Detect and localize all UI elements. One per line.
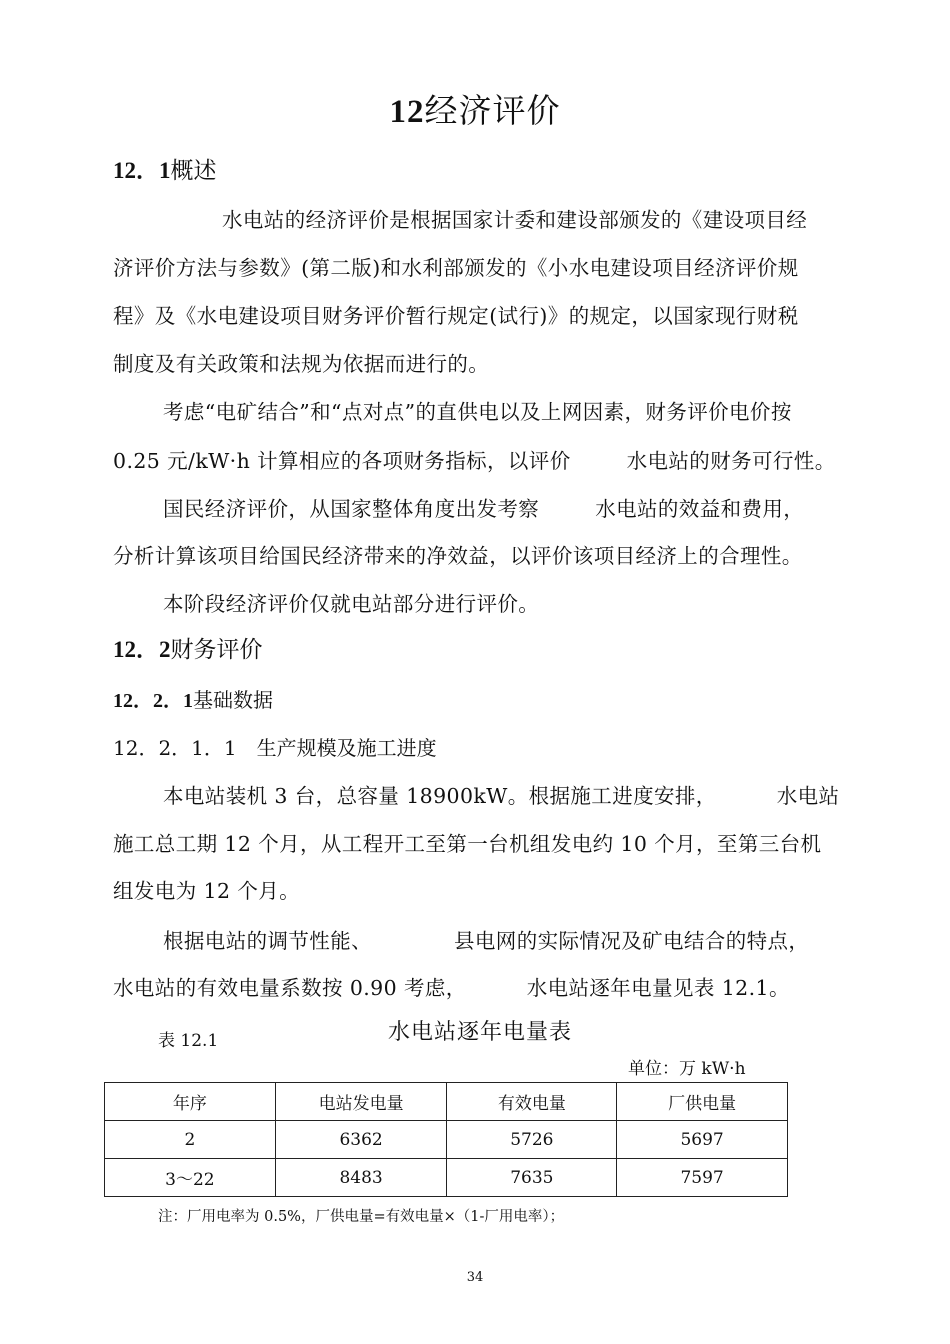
paragraph-line: 分析计算该项目给国民经济带来的净效益，以评价该项目经济上的合理性。: [113, 544, 803, 568]
paragraph-segment: 水电站逐年电量见表 12.1。: [526, 976, 790, 1000]
section-title: 财务评价: [170, 637, 263, 663]
table-cell: 5726: [447, 1121, 617, 1159]
table-header-cell: 年序: [105, 1083, 276, 1121]
paragraph-line: 济评价方法与参数》(第二版)和水利部颁发的《小水电建设项目经济评价规: [113, 256, 799, 280]
chapter-title: [0, 88, 950, 135]
table-cell: 5697: [617, 1121, 788, 1159]
table-cell: 2: [105, 1121, 276, 1159]
table-cell: 7635: [447, 1159, 617, 1197]
table-row: [105, 1159, 788, 1197]
paragraph-line: 制度及有关政策和法规为依据而进行的。: [113, 352, 490, 376]
table-note: 注：厂用电率为 0.5%，厂供电量=有效电量×（1-厂用电率）；: [158, 1209, 565, 1225]
paragraph-segment: 水电站的财务可行性。: [626, 449, 836, 473]
paragraph-line: 程》及《水电建设项目财务评价暂行规定(试行)》的规定，以国家现行财税: [113, 304, 799, 328]
paragraph-segment: 国民经济评价，从国家整体角度出发考察: [163, 497, 540, 521]
paragraph-segment: 本电站装机 3 台，总容量 18900kW。根据施工进度安排，: [163, 784, 717, 808]
page-number: 34: [466, 1270, 484, 1285]
paragraph-line: [113, 973, 790, 1003]
section-heading-12-1: [113, 155, 217, 187]
section-heading-12-2: [113, 634, 263, 666]
paragraph-line: 本阶段经济评价仅就电站部分进行评价。: [163, 592, 540, 616]
section-heading-12-2-1-1: 12．2．1．1 生产规模及施工进度: [113, 736, 437, 760]
paragraph-line: [163, 926, 809, 956]
paragraph-line: [113, 446, 836, 476]
table-cell: 7597: [617, 1159, 788, 1197]
table-header-cell: 有效电量: [447, 1083, 617, 1121]
paragraph-segment: 水电站的效益和费用，: [595, 497, 805, 521]
table-unit: 单位：万 kW·h: [628, 1059, 746, 1079]
paragraph-segment: 县电网的实际情况及矿电结合的特点，: [454, 929, 810, 953]
paragraph-segment: 0.25 元/kW·h 计算相应的各项财务指标，以评价: [113, 449, 571, 473]
section-title: 概述: [170, 158, 217, 184]
paragraph-line: 组发电为 12 个月。: [113, 879, 301, 903]
chapter-title-text: 经济评价: [424, 91, 561, 130]
table-cell: 3～22: [105, 1159, 276, 1197]
table-cell: 6362: [275, 1121, 447, 1159]
section-number: 12．1: [113, 158, 171, 183]
paragraph-line: [163, 781, 839, 811]
table-title: 水电站逐年电量表: [388, 1020, 573, 1045]
energy-table: [104, 1082, 788, 1197]
section-title: 基础数据: [193, 688, 273, 712]
table-label: 表 12.1: [158, 1031, 219, 1051]
paragraph-line: 考虑“电矿结合”和“点对点”的直供电以及上网因素，财务评价电价按: [163, 400, 792, 424]
paragraph-line: [163, 494, 804, 524]
table-header-cell: 电站发电量: [275, 1083, 447, 1121]
table-row: [105, 1121, 788, 1159]
paragraph-segment: 水电站: [776, 784, 840, 808]
table-header-cell: 厂供电量: [617, 1083, 788, 1121]
table-header-row: [105, 1083, 788, 1121]
paragraph-segment: 根据电站的调节性能、: [163, 929, 372, 953]
paragraph-segment: 水电站的有效电量系数按 0.90 考虑，: [113, 976, 467, 1000]
chapter-number: 12: [389, 94, 425, 130]
paragraph-line: 水电站的经济评价是根据国家计委和建设部颁发的《建设项目经: [222, 208, 808, 232]
section-number: 12．2: [113, 637, 171, 662]
section-number: 12．2．1: [113, 690, 193, 712]
section-heading-12-2-1: [113, 685, 273, 716]
paragraph-line: 施工总工期 12 个月，从工程开工至第一台机组发电约 10 个月，至第三台机: [113, 832, 822, 856]
table-cell: 8483: [275, 1159, 447, 1197]
